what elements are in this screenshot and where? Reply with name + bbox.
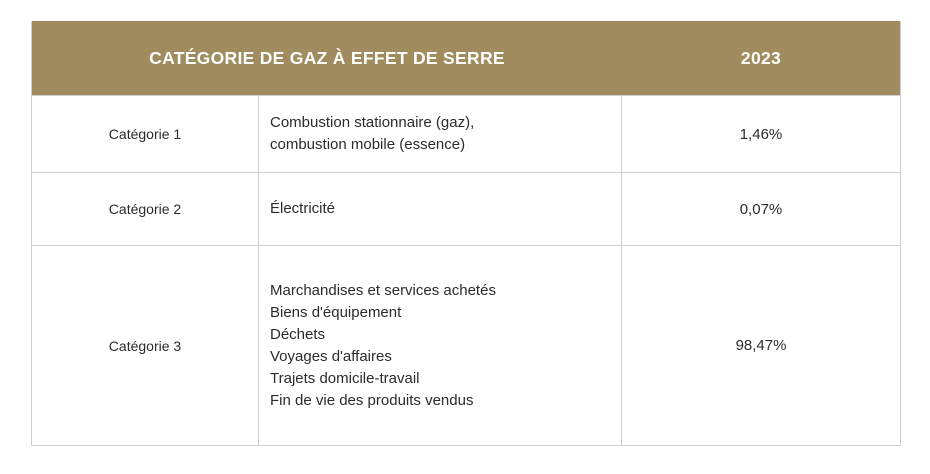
sources-cell (259, 173, 622, 245)
category-label: Catégorie 2 (32, 173, 259, 245)
emissions-table (31, 21, 901, 446)
header-year: 2023 (740, 47, 782, 68)
source-line: combustion mobile (essence) (270, 136, 466, 153)
source-line: Biens d'équipement (270, 303, 402, 321)
source-line: Combustion stationnaire (gaz), (270, 114, 475, 131)
percentage-value: 1,46% (739, 125, 783, 143)
category-label: Catégorie 1 (32, 96, 259, 172)
category-label: Catégorie 3 (32, 246, 259, 445)
table-row (32, 245, 900, 445)
sources-cell (259, 246, 622, 445)
source-line: Voyages d'affaires (270, 347, 392, 365)
sources-cell (259, 96, 622, 172)
percentage-value: 0,07% (739, 200, 783, 218)
source-line: Électricité (270, 200, 336, 217)
table-row (32, 95, 900, 172)
table-row (32, 172, 900, 245)
percentage-value: 98,47% (735, 337, 787, 354)
source-line: Fin de vie des produits vendus (270, 391, 474, 409)
source-line: Déchets (270, 325, 326, 343)
table-header (32, 21, 900, 95)
source-line: Marchandises et services achetés (270, 281, 496, 299)
source-line: Trajets domicile-travail (270, 369, 420, 387)
header-category: CATÉGORIE DE GAZ À EFFET DE SERRE (149, 47, 505, 68)
